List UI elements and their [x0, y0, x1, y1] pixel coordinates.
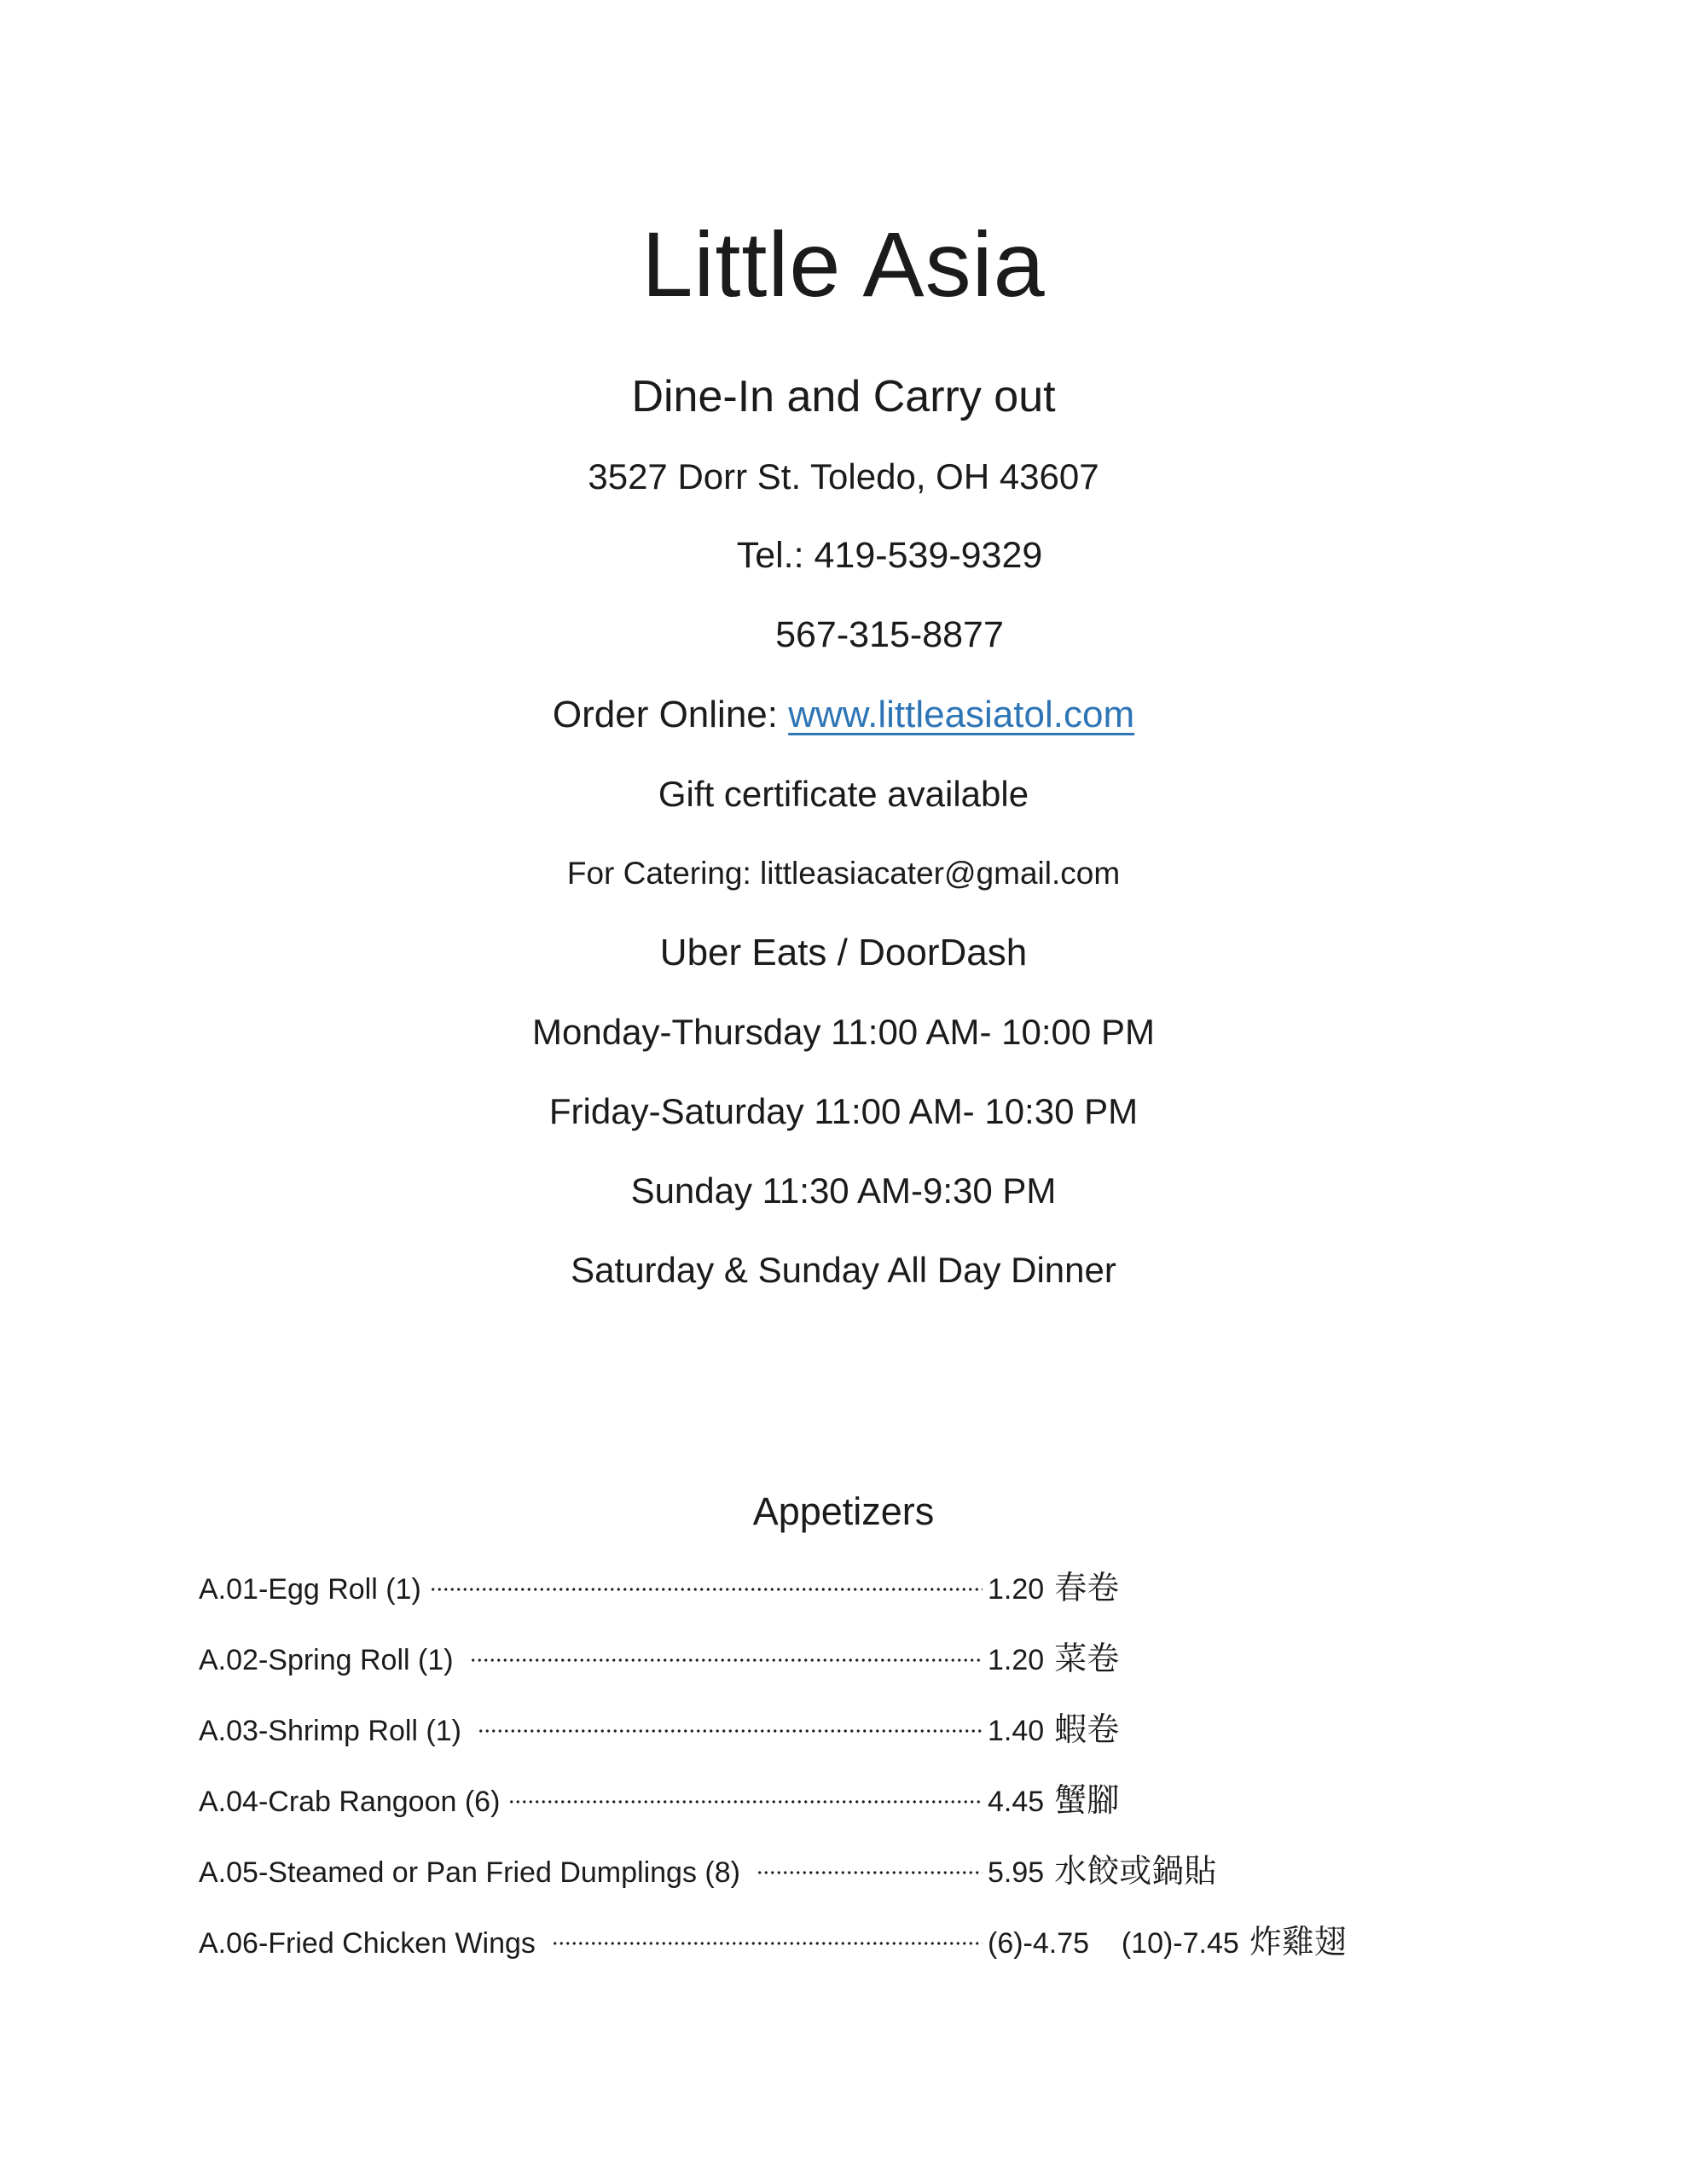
dot-leader: [478, 1696, 983, 1766]
menu-item-row: [199, 1695, 1585, 1766]
menu-item-chinese-name: 炸雞翅: [1249, 1925, 1347, 1960]
order-online-label: Order Online:: [552, 694, 789, 735]
menu-item-row: [199, 1766, 1585, 1837]
menu-item-row: [199, 1837, 1585, 1908]
menu-item-price: 1.20: [988, 1573, 1045, 1606]
restaurant-name: Little Asia: [641, 212, 1046, 316]
menu-item-chinese-name: 水餃或鍋貼: [1054, 1854, 1217, 1890]
dot-leader: [552, 1908, 983, 1978]
menu-item-row: [199, 1624, 1585, 1695]
order-online-line: [0, 675, 1687, 754]
hours-sunday: Sunday 11:30 AM-9:30 PM: [630, 1170, 1057, 1211]
phone-line-1: Tel.: 419-539-9329: [736, 535, 1043, 576]
dot-leader: [430, 1554, 983, 1624]
menu-item-right: [988, 1837, 1216, 1908]
menu-item-name: A.02-Spring Roll (1): [199, 1644, 462, 1676]
menu-item-left: [199, 1908, 988, 1978]
dot-leader: [470, 1625, 983, 1695]
gift-certificate-line: Gift certificate available: [658, 774, 1029, 814]
menu-item-name: A.03-Shrimp Roll (1): [199, 1715, 470, 1747]
menu-item-row: [199, 1908, 1585, 1978]
order-online-link[interactable]: www.littleasiatol.com: [788, 694, 1135, 735]
menu-item-left: [199, 1696, 988, 1766]
dine-in-carry-out-line: Dine-In and Carry out: [631, 372, 1056, 421]
menu-item-right: [988, 1908, 1347, 1978]
menu-item-name: A.06-Fried Chicken Wings: [199, 1927, 544, 1960]
menu-item-left: [199, 1625, 988, 1695]
menu-item-price: 1.20: [988, 1644, 1045, 1676]
menu-item-right: [988, 1624, 1119, 1695]
menu-item-right: [988, 1554, 1119, 1624]
menu-item-chinese-name: 菜卷: [1054, 1641, 1120, 1677]
phone-line-2: 567-315-8877: [775, 614, 1004, 655]
menu-item-row: [199, 1554, 1585, 1624]
dot-leader: [508, 1767, 983, 1837]
menu-item-left: [199, 1554, 988, 1624]
menu-item-left: [199, 1838, 988, 1908]
menu-item-right: [988, 1766, 1119, 1837]
hours-weekend-dinner: Saturday & Sunday All Day Dinner: [571, 1250, 1116, 1290]
menu-item-chinese-name: 蝦卷: [1054, 1712, 1120, 1748]
menu-item-right: [988, 1695, 1119, 1766]
menu-item-chinese-name: 春卷: [1054, 1571, 1120, 1606]
section-title-appetizers: Appetizers: [752, 1490, 935, 1533]
menu-item-left: [199, 1767, 988, 1837]
address-line: 3527 Dorr St. Toledo, OH 43607: [588, 456, 1099, 497]
delivery-partners-line: Uber Eats / DoorDash: [659, 932, 1028, 973]
menu-item-name: A.05-Steamed or Pan Fried Dumplings (8): [199, 1856, 749, 1889]
catering-line: For Catering: littleasiacater@gmail.com: [566, 856, 1121, 891]
menu-item-chinese-name: 蟹腳: [1054, 1783, 1120, 1819]
menu-item-price: 5.95: [988, 1856, 1045, 1889]
menu-item-price: 1.40: [988, 1715, 1045, 1747]
menu-item-price: 4.45: [988, 1786, 1045, 1818]
menu-item-name: A.01-Egg Roll (1): [199, 1573, 421, 1606]
hours-mon-thu: Monday-Thursday 11:00 AM- 10:00 PM: [532, 1012, 1155, 1052]
dot-leader: [757, 1838, 983, 1908]
menu-item-price: (6)-4.75 (10)-7.45: [988, 1927, 1239, 1960]
menu-item-name: A.04-Crab Rangoon (6): [199, 1786, 501, 1818]
hours-fri-sat: Friday-Saturday 11:00 AM- 10:30 PM: [548, 1091, 1139, 1131]
